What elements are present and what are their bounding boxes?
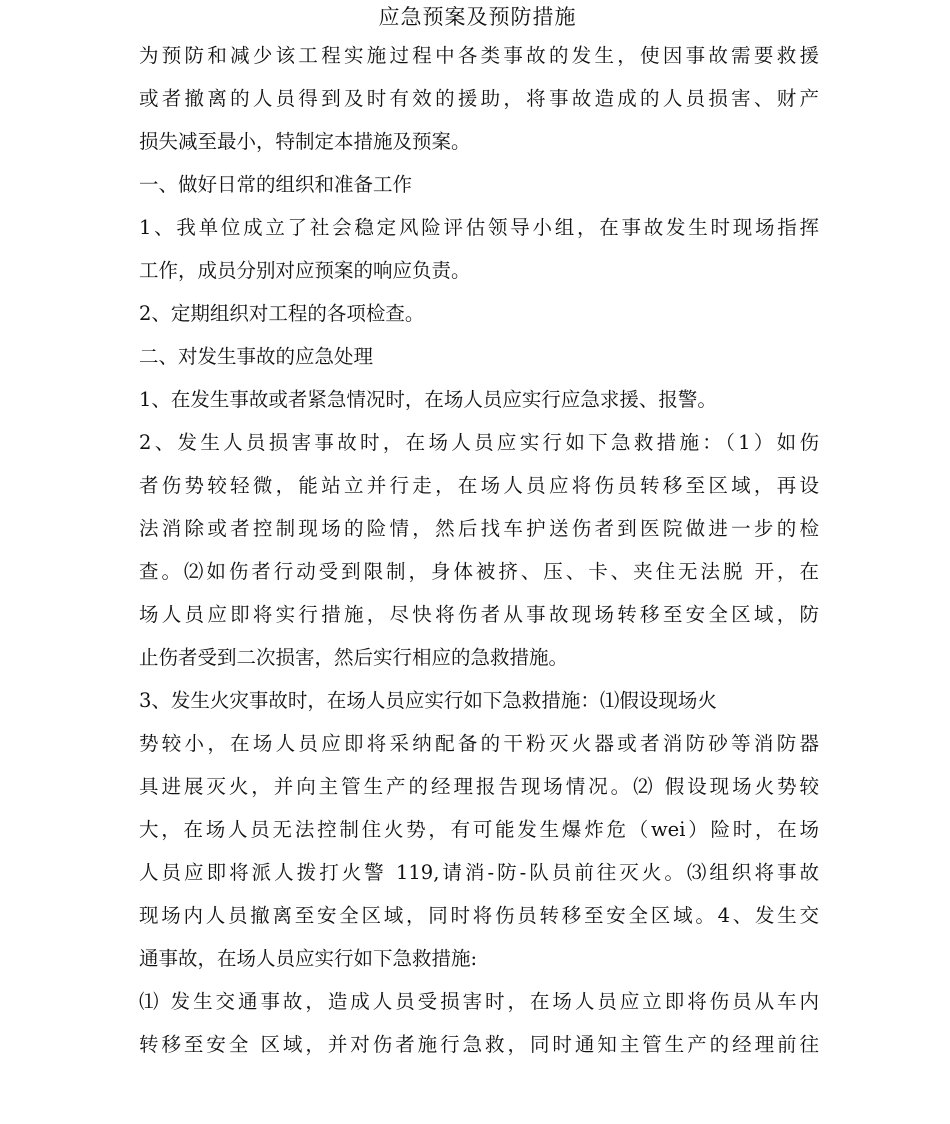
paragraph-line: 为预防和减少该工程实施过程中各类事故的发生，使因事故需要救援 (139, 44, 819, 67)
paragraph-line: 者伤势较轻微，能站立并行走，在场人员应将伤员转移至区域，再设 (139, 474, 819, 497)
document-body (139, 34, 819, 1066)
paragraph-line: 止伤者受到二次损害，然后实行相应的急救措施。 (139, 646, 569, 669)
paragraph-line: 法消除或者控制现场的险情，然后找车护送伤者到医院做进一步的检 (139, 517, 819, 540)
paragraph-line: 通事故，在场人员应实行如下急救措施: (139, 947, 478, 970)
paragraph-line: 3、发生火灾事故时，在场人员应实行如下急救措施：⑴假设现场火 (139, 689, 717, 712)
paragraph-line: 1、我单位成立了社会稳定风险评估领导小组，在事故发生时现场指挥 (139, 216, 819, 239)
paragraph-line: 或者撤离的人员得到及时有效的援助，将事故造成的人员损害、财产 (139, 87, 819, 110)
paragraph-line: 场人员应即将实行措施，尽快将伤者从事故现场转移至安全区域，防 (139, 603, 819, 626)
paragraph-line: 1、在发生事故或者紧急情况时，在场人员应实行应急求援、报警。 (139, 388, 717, 411)
document-title: 应急预案及预防措施 (378, 5, 577, 29)
paragraph-line: 二、对发生事故的应急处理 (139, 345, 374, 368)
paragraph-line: ⑴ 发生交通事故，造成人员受损害时，在场人员应立即将伤员从车内 (139, 990, 819, 1013)
paragraph-line: 现场内人员撤离至安全区域，同时将伤员转移至安全区域。4、发生交 (139, 904, 819, 927)
paragraph-line: 大，在场人员无法控制住火势，有可能发生爆炸危（wei）险时，在场 (139, 818, 819, 841)
paragraph-line: 人员应即将派人拨打火警 119,请消-防-队员前往灭火。⑶组织将事故 (139, 861, 819, 884)
paragraph-line: 转移至安全 区域，并对伤者施行急救，同时通知主管生产的经理前往 (139, 1033, 819, 1056)
paragraph-line: 损失减至最小，特制定本措施及预案。 (139, 130, 471, 153)
paragraph-line: 具进展灭火，并向主管生产的经理报告现场情况。⑵ 假设现场火势较 (139, 775, 819, 798)
paragraph-line: 工作，成员分别对应预案的响应负责。 (139, 259, 471, 282)
paragraph-line: 2、发生人员损害事故时，在场人员应实行如下急救措施：（1）如伤 (139, 431, 819, 454)
paragraph-line: 势较小，在场人员应即将采纳配备的干粉灭火器或者消防砂等消防器 (139, 732, 819, 755)
paragraph-line: 查。⑵如伤者行动受到限制，身体被挤、压、卡、夹住无法脱 开，在 (139, 560, 819, 583)
paragraph-line: 2、定期组织对工程的各项检查。 (139, 302, 425, 325)
paragraph-line: 一、做好日常的组织和准备工作 (139, 173, 413, 196)
